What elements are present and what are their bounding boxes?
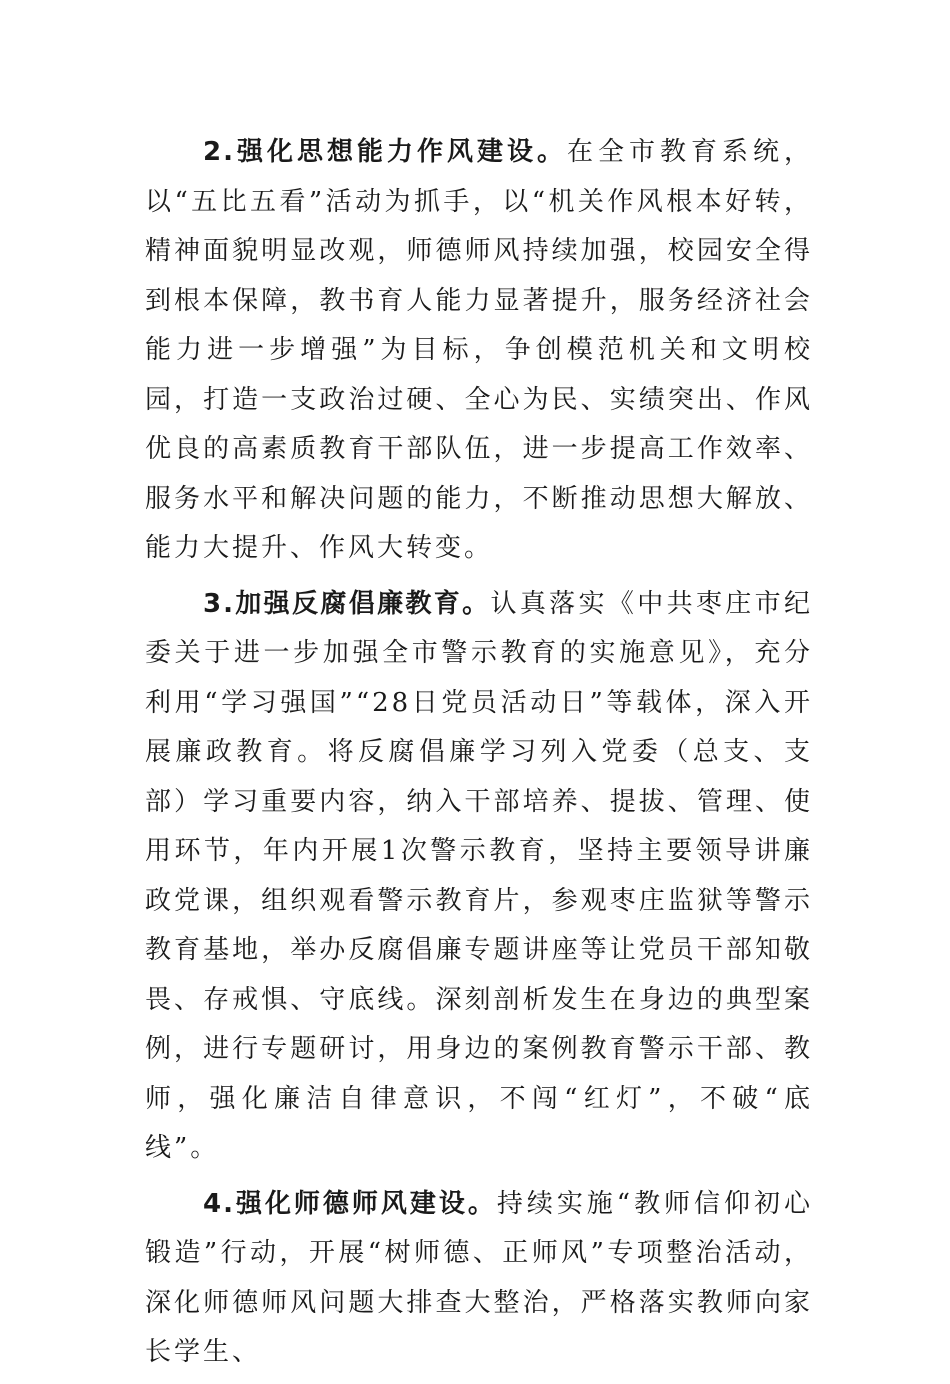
paragraph-heading: 2.强化思想能力作风建设。 xyxy=(203,137,567,167)
document-body xyxy=(145,128,813,1384)
paragraph-text: 在全市教育系统，以“五比五看”活动为抓手，以“机关作风根本好转，精神面貌明显改观，师德师风持续加强，校园安全得到根本保障，教书育人能力显著提升，服务经济社会能力进一步增强”为目标，争创模范机关和文明校园，打造一支政治过硬、全心为民、实绩突出、作风优良的高素质教育干部队伍，进一步提高工作效率、服务水平和解决问题的能力，不断推动思想大解放、能力大提升、作风大转变。 xyxy=(145,137,813,563)
paragraph-teacher-ethics xyxy=(145,1180,813,1378)
paragraph-text: 认真落实《中共枣庄市纪委关于进一步加强全市警示教育的实施意见》，充分利用“学习强国”“28日党员活动日”等载体，深入开展廉政教育。将反腐倡廉学习列入党委（总支、支部）学习重要内容，纳入干部培养、提拔、管理、使用环节，年内开展1次警示教育，坚持主要领导讲廉政党课，组织观看警示教育片，参观枣庄监狱等警示教育基地，举办反腐倡廉专题讲座等让党员干部知敬畏、存戒惧、守底线。深刻剖析发生在身边的典型案例，进行专题研讨，用身边的案例教育警示干部、教师，强化廉洁自律意识，不闯“红灯”，不破“底线”。 xyxy=(145,588,813,1163)
paragraph-anti-corruption xyxy=(145,580,813,1174)
paragraph-heading: 3.加强反腐倡廉教育。 xyxy=(203,588,491,619)
paragraph-thought-style xyxy=(145,128,813,574)
paragraph-text: 持续实施“教师信仰初心锻造”行动，开展“树师德、正师风”专项整治活动，深化师德师风问题大排查大整治，严格落实教师向家长学生、 xyxy=(145,1188,814,1367)
paragraph-heading: 4.强化师德师风建设。 xyxy=(203,1188,497,1219)
